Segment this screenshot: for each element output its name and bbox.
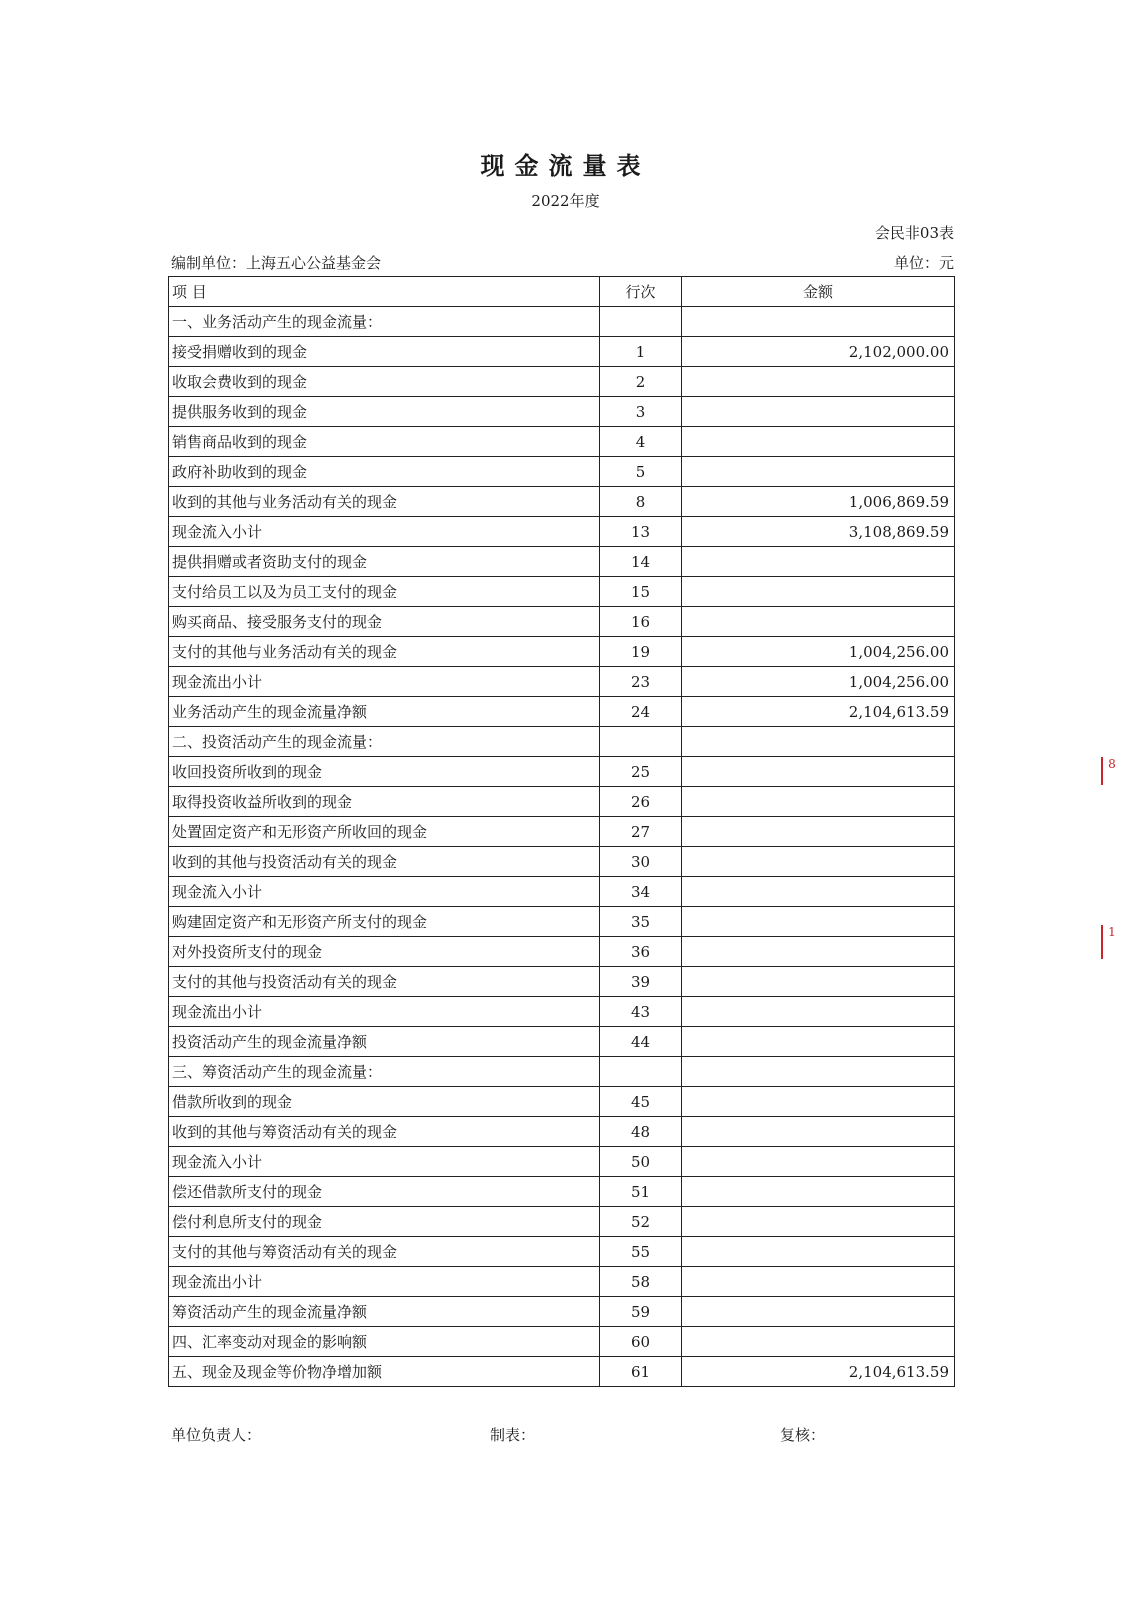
cell-line-number: 14 — [600, 547, 682, 577]
table-row — [169, 997, 955, 1027]
table-row — [169, 757, 955, 787]
table-row — [169, 1297, 955, 1327]
cell-item: 现金流入小计 — [169, 1147, 600, 1177]
cell-line-number: 59 — [600, 1297, 682, 1327]
seal-fragment-1: 8 — [1101, 757, 1121, 785]
cell-item: 借款所收到的现金 — [169, 1087, 600, 1117]
cell-line-number: 30 — [600, 847, 682, 877]
cell-line-number: 39 — [600, 967, 682, 997]
table-row — [169, 457, 955, 487]
table-row — [169, 697, 955, 727]
page-title: 现金流量表 — [480, 151, 651, 180]
cell-item: 现金流入小计 — [169, 517, 600, 547]
cell-amount — [682, 367, 955, 397]
cell-item: 支付给员工以及为员工支付的现金 — [169, 577, 600, 607]
cell-amount — [682, 1237, 955, 1267]
table-row — [169, 487, 955, 517]
cell-item: 支付的其他与业务活动有关的现金 — [169, 637, 600, 667]
cell-item: 取得投资收益所收到的现金 — [169, 787, 600, 817]
footer-preparer: 制表： — [490, 1426, 536, 1444]
footer-responsible-person: 单位负责人： — [171, 1426, 262, 1444]
cell-line-number: 4 — [600, 427, 682, 457]
cell-amount — [682, 907, 955, 937]
cell-amount — [682, 937, 955, 967]
table-row — [169, 1087, 955, 1117]
cell-line-number: 52 — [600, 1207, 682, 1237]
cell-line-number: 48 — [600, 1117, 682, 1147]
cell-amount — [682, 1297, 955, 1327]
cell-amount — [682, 997, 955, 1027]
cell-line-number: 44 — [600, 1027, 682, 1057]
table-row — [169, 1327, 955, 1357]
cell-amount — [682, 1027, 955, 1057]
cell-amount — [682, 457, 955, 487]
table-row — [169, 907, 955, 937]
cell-line-number: 25 — [600, 757, 682, 787]
cell-amount — [682, 1087, 955, 1117]
currency-unit-label: 单位：元 — [893, 254, 954, 272]
cell-amount — [682, 757, 955, 787]
cell-item: 提供捐赠或者资助支付的现金 — [169, 547, 600, 577]
cell-line-number: 19 — [600, 637, 682, 667]
seal-fragment-2: 1 — [1101, 925, 1121, 959]
cell-line-number: 26 — [600, 787, 682, 817]
cell-line-number: 1 — [600, 337, 682, 367]
table-row — [169, 847, 955, 877]
cell-line-number: 45 — [600, 1087, 682, 1117]
cell-line-number: 5 — [600, 457, 682, 487]
cell-line-number: 50 — [600, 1147, 682, 1177]
cell-item: 二、投资活动产生的现金流量： — [169, 727, 600, 757]
table-row — [169, 517, 955, 547]
cell-amount — [682, 1147, 955, 1177]
cell-line-number: 61 — [600, 1357, 682, 1387]
cell-item: 现金流出小计 — [169, 997, 600, 1027]
table-row — [169, 577, 955, 607]
table-row — [169, 817, 955, 847]
cell-line-number: 2 — [600, 367, 682, 397]
header-item: 项 目 — [169, 277, 600, 307]
cell-item: 购买商品、接受服务支付的现金 — [169, 607, 600, 637]
cell-line-number — [600, 1057, 682, 1087]
table-row — [169, 967, 955, 997]
footer-reviewer: 复核： — [780, 1426, 826, 1444]
table-row — [169, 1237, 955, 1267]
cell-amount — [682, 607, 955, 637]
cell-amount — [682, 727, 955, 757]
table-row — [169, 1117, 955, 1147]
cell-amount — [682, 817, 955, 847]
cell-item: 业务活动产生的现金流量净额 — [169, 697, 600, 727]
header-amount: 金额 — [682, 277, 955, 307]
cell-item: 投资活动产生的现金流量净额 — [169, 1027, 600, 1057]
cell-item: 现金流入小计 — [169, 877, 600, 907]
cell-item: 收到的其他与投资活动有关的现金 — [169, 847, 600, 877]
cell-line-number: 23 — [600, 667, 682, 697]
table-row — [169, 427, 955, 457]
table-row — [169, 1357, 955, 1387]
cell-line-number: 24 — [600, 697, 682, 727]
cell-amount — [682, 1177, 955, 1207]
table-row — [169, 547, 955, 577]
cell-amount — [682, 1267, 955, 1297]
cell-item: 收回投资所收到的现金 — [169, 757, 600, 787]
cell-item: 销售商品收到的现金 — [169, 427, 600, 457]
cell-item: 筹资活动产生的现金流量净额 — [169, 1297, 600, 1327]
cell-item: 支付的其他与筹资活动有关的现金 — [169, 1237, 600, 1267]
table-row — [169, 367, 955, 397]
cell-line-number: 36 — [600, 937, 682, 967]
cell-amount — [682, 397, 955, 427]
table-header-row — [169, 277, 955, 307]
cell-line-number: 16 — [600, 607, 682, 637]
table-row — [169, 877, 955, 907]
cell-amount — [682, 1207, 955, 1237]
cell-item: 政府补助收到的现金 — [169, 457, 600, 487]
table-row — [169, 607, 955, 637]
cell-amount: 1,006,869.59 — [682, 487, 955, 517]
cell-item: 支付的其他与投资活动有关的现金 — [169, 967, 600, 997]
cell-amount — [682, 427, 955, 457]
cell-amount — [682, 577, 955, 607]
cell-item: 收到的其他与业务活动有关的现金 — [169, 487, 600, 517]
table-row — [169, 1207, 955, 1237]
cell-line-number: 13 — [600, 517, 682, 547]
cell-line-number: 8 — [600, 487, 682, 517]
cell-line-number: 60 — [600, 1327, 682, 1357]
table-row — [169, 637, 955, 667]
organization-label: 编制单位：上海五心公益基金会 — [171, 254, 382, 272]
table-row — [169, 1147, 955, 1177]
report-year: 2022年度 — [531, 192, 600, 210]
cell-line-number: 35 — [600, 907, 682, 937]
cell-item: 三、筹资活动产生的现金流量： — [169, 1057, 600, 1087]
cell-line-number: 3 — [600, 397, 682, 427]
cell-line-number: 34 — [600, 877, 682, 907]
cell-line-number: 55 — [600, 1237, 682, 1267]
table-row — [169, 1177, 955, 1207]
cash-flow-table — [168, 276, 955, 1387]
table-row — [169, 307, 955, 337]
cell-item: 现金流出小计 — [169, 1267, 600, 1297]
cell-line-number: 43 — [600, 997, 682, 1027]
cell-item: 对外投资所支付的现金 — [169, 937, 600, 967]
cell-amount: 2,104,613.59 — [682, 1357, 955, 1387]
cell-amount — [682, 1327, 955, 1357]
cell-item: 处置固定资产和无形资产所收回的现金 — [169, 817, 600, 847]
cell-amount — [682, 1057, 955, 1087]
table-row — [169, 337, 955, 367]
cell-item: 收到的其他与筹资活动有关的现金 — [169, 1117, 600, 1147]
table-row — [169, 1057, 955, 1087]
cell-amount — [682, 1117, 955, 1147]
cell-amount: 2,104,613.59 — [682, 697, 955, 727]
cell-amount — [682, 307, 955, 337]
cell-amount — [682, 547, 955, 577]
cell-amount: 1,004,256.00 — [682, 667, 955, 697]
cell-item: 五、现金及现金等价物净增加额 — [169, 1357, 600, 1387]
table-row — [169, 787, 955, 817]
table-row — [169, 727, 955, 757]
cell-item: 收取会费收到的现金 — [169, 367, 600, 397]
table-row — [169, 667, 955, 697]
cell-line-number — [600, 307, 682, 337]
cell-item: 一、业务活动产生的现金流量： — [169, 307, 600, 337]
cell-amount — [682, 787, 955, 817]
cell-item: 偿还借款所支付的现金 — [169, 1177, 600, 1207]
header-line-number: 行次 — [600, 277, 682, 307]
cell-line-number — [600, 727, 682, 757]
form-code: 会民非03表 — [874, 224, 954, 242]
cell-item: 偿付利息所支付的现金 — [169, 1207, 600, 1237]
cell-amount — [682, 847, 955, 877]
table-row — [169, 1027, 955, 1057]
cell-amount: 2,102,000.00 — [682, 337, 955, 367]
cell-amount: 3,108,869.59 — [682, 517, 955, 547]
cell-item: 提供服务收到的现金 — [169, 397, 600, 427]
cell-line-number: 15 — [600, 577, 682, 607]
cell-amount: 1,004,256.00 — [682, 637, 955, 667]
table-row — [169, 937, 955, 967]
table-row — [169, 1267, 955, 1297]
cell-line-number: 58 — [600, 1267, 682, 1297]
cell-amount — [682, 877, 955, 907]
cell-line-number: 51 — [600, 1177, 682, 1207]
cell-item: 购建固定资产和无形资产所支付的现金 — [169, 907, 600, 937]
table-row — [169, 397, 955, 427]
cell-line-number: 27 — [600, 817, 682, 847]
cell-item: 接受捐赠收到的现金 — [169, 337, 600, 367]
cell-amount — [682, 967, 955, 997]
cell-item: 现金流出小计 — [169, 667, 600, 697]
cell-item: 四、汇率变动对现金的影响额 — [169, 1327, 600, 1357]
